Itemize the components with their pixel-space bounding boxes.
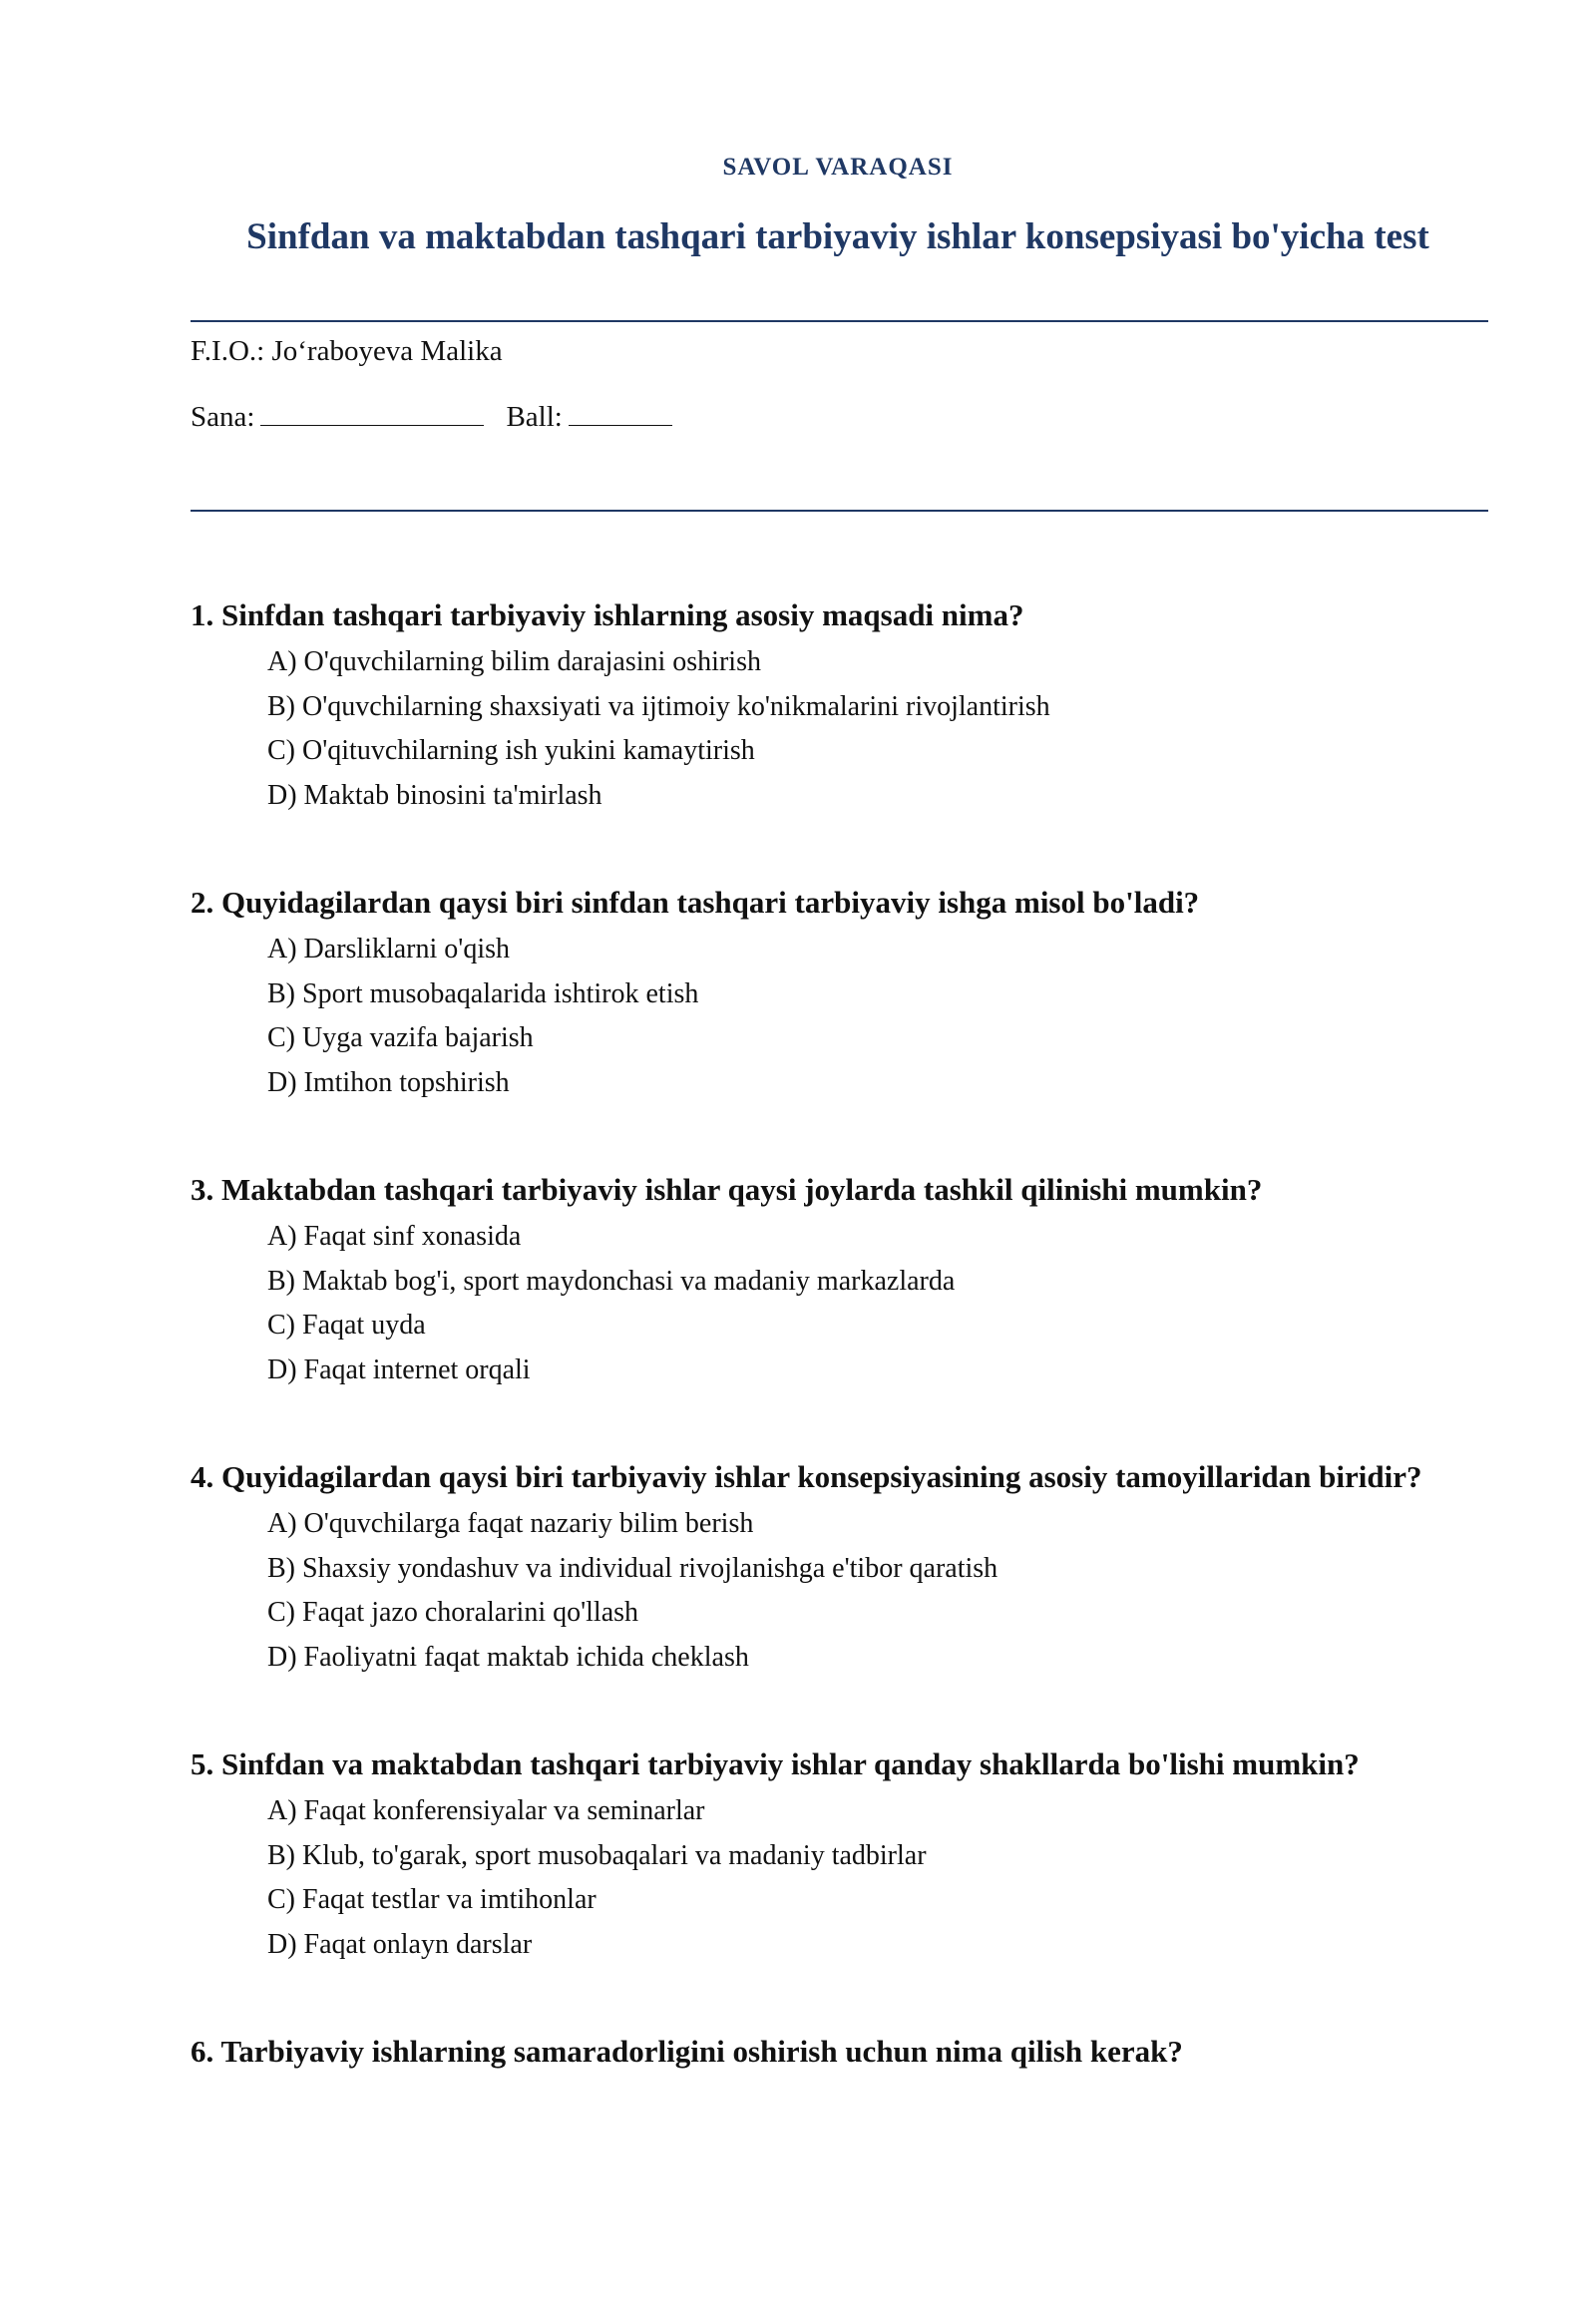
- answer-option[interactable]: C) Faqat jazo choralarini qo'llash: [267, 1597, 639, 1628]
- question-text: 5. Sinfdan va maktabdan tashqari tarbiyaviy ishlar qanday shakllarda bo'lishi mumkin?: [191, 1746, 1360, 1781]
- answer-option[interactable]: B) Klub, to'garak, sport musobaqalari va madaniy tadbirlar: [267, 1839, 927, 1871]
- score-label: Ball:: [506, 401, 563, 433]
- answer-option[interactable]: A) Darsliklarni o'qish: [267, 934, 511, 964]
- question-block: [191, 2027, 1517, 2314]
- answer-option[interactable]: B) Sport musobaqalarida ishtirok etish: [267, 977, 699, 1009]
- answer-option[interactable]: B) O'quvchilarning shaxsiyati va ijtimoiy ko'nikmalarini rivojlantirish: [267, 690, 1050, 722]
- answer-options: [267, 1789, 1517, 1967]
- question-block: [191, 1739, 1517, 2027]
- answer-option[interactable]: B) Shaxsiy yondashuv va individual rivojlanishga e'tibor qaratish: [267, 1552, 998, 1584]
- sheet-kicker: SAVOL VARAQASI: [722, 154, 954, 181]
- answer-option[interactable]: C) Faqat uyda: [267, 1310, 426, 1341]
- answer-option[interactable]: B) Maktab bog'i, sport maydonchasi va madaniy markazlarda: [267, 1265, 956, 1297]
- answer-options: [267, 640, 1517, 818]
- answer-options: [267, 1215, 1517, 1392]
- answer-option[interactable]: D) Maktab binosini ta'mirlash: [267, 779, 602, 811]
- date-score-row: [191, 401, 672, 434]
- question-block: [191, 878, 1517, 1165]
- question-text: 1. Sinfdan tashqari tarbiyaviy ishlarning asosiy maqsadi nima?: [191, 597, 1024, 632]
- answer-option[interactable]: A) O'quvchilarning bilim darajasini oshirish: [267, 646, 761, 677]
- page-title: Sinfdan va maktabdan tashqari tarbiyaviy ishlar konsepsiyasi bo'yicha test: [246, 216, 1429, 257]
- answer-option[interactable]: D) Faoliyatni faqat maktab ichida cheklash: [267, 1641, 749, 1673]
- answer-option[interactable]: C) O'qituvchilarning ish yukini kamaytirish: [267, 735, 755, 766]
- answer-option[interactable]: C) Faqat testlar va imtihonlar: [267, 1884, 597, 1915]
- answer-option[interactable]: A) Faqat sinf xonasida: [267, 1221, 522, 1252]
- header-divider: [191, 320, 1488, 322]
- question-block: [191, 590, 1517, 878]
- fio-field: [191, 335, 503, 368]
- answer-option[interactable]: C) Uyga vazifa bajarish: [267, 1022, 534, 1053]
- answer-option[interactable]: D) Imtihon topshirish: [267, 1066, 510, 1098]
- answer-options: [267, 928, 1517, 1105]
- question-text: 4. Quyidagilardan qaysi biri tarbiyaviy ishlar konsepsiyasining asosiy tamoyillaridan biridir?: [191, 1459, 1422, 1494]
- fio-label: F.I.O.:: [191, 335, 272, 367]
- answer-option[interactable]: A) Faqat konferensiyalar va seminarlar: [267, 1795, 705, 1826]
- answer-option[interactable]: D) Faqat internet orqali: [267, 1353, 531, 1385]
- question-text: 2. Quyidagilardan qaysi biri sinfdan tashqari tarbiyaviy ishga misol bo'ladi?: [191, 885, 1200, 920]
- date-label: Sana:: [191, 401, 255, 433]
- question-list: [191, 590, 1517, 2314]
- answer-option[interactable]: D) Faqat onlayn darslar: [267, 1928, 533, 1960]
- answer-option[interactable]: A) O'quvchilarga faqat nazariy bilim berish: [267, 1508, 754, 1539]
- question-block: [191, 1452, 1517, 1739]
- score-blank-line[interactable]: [569, 401, 672, 426]
- question-block: [191, 1165, 1517, 1452]
- fio-value: Jo‘raboyeva Malika: [271, 335, 503, 367]
- fields-divider: [191, 510, 1488, 512]
- question-text: 3. Maktabdan tashqari tarbiyaviy ishlar qaysi joylarda tashkil qilinishi mumkin?: [191, 1172, 1263, 1207]
- answer-options: [267, 1502, 1517, 1680]
- date-blank-line[interactable]: [260, 401, 484, 426]
- question-text: 6. Tarbiyaviy ishlarning samaradorligini oshirish uchun nima qilish kerak?: [191, 2034, 1183, 2069]
